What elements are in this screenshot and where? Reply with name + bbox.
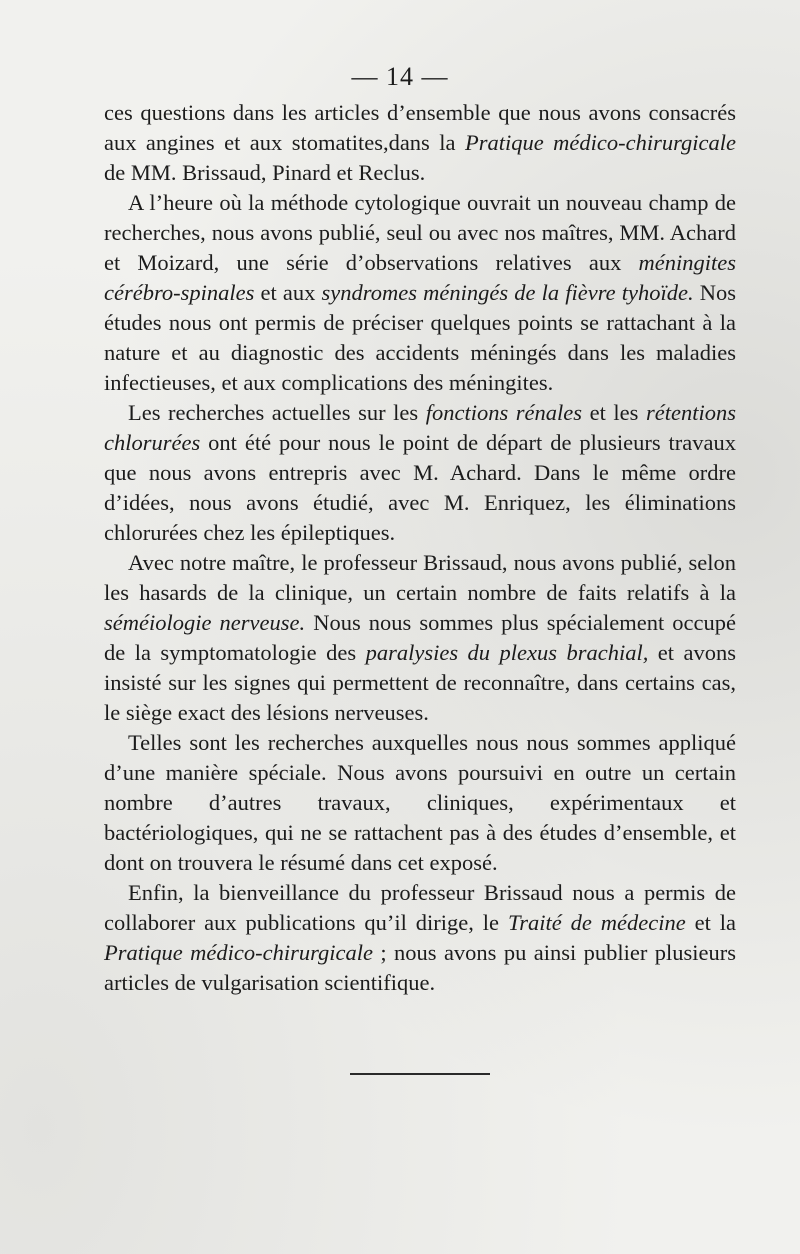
text-run: Enfin, la bienveillance du professeur Brissaud nous a permis de collaborer aux publications qu’il dirige, le xyxy=(104,880,736,935)
text-run: et avons insisté sur les signes qui permettent de reconnaître, dans certains cas, le siège exact des lésions nerveuses. xyxy=(104,640,736,725)
italic-text: méningites cérébro-spinales xyxy=(104,250,736,305)
paragraph xyxy=(104,188,736,398)
text-run: ces questions dans les articles d’ensemble que nous avons consacrés aux angines et aux stomatites,dans la xyxy=(104,100,736,155)
italic-text: syndromes méningés de la fièvre tyhoïde. xyxy=(321,280,694,305)
paragraph xyxy=(104,548,736,728)
text-run: ont été pour nous le point de départ de plusieurs travaux que nous avons entrepris avec M. Achard. Dans le même ordre d’idées, nous avons étudié, avec M. Enriquez, les éliminations chlorurées chez les épileptiques. xyxy=(104,430,736,545)
italic-text: fonctions rénales xyxy=(425,400,583,425)
end-rule xyxy=(350,1073,490,1075)
paragraph xyxy=(104,878,736,998)
text-run: et les xyxy=(582,400,646,425)
text-run: Avec notre maître, le professeur Brissaud, nous avons publié, selon les hasards de la clinique, un certain nombre de faits relatifs à la xyxy=(104,550,736,605)
text-run: ; nous avons pu ainsi publier plusieurs articles de vulgarisation scientifique. xyxy=(104,940,736,995)
italic-text: Pratique médico-chirurgicale xyxy=(104,940,373,965)
paragraph xyxy=(104,398,736,548)
paragraph xyxy=(104,728,736,878)
italic-text: Traité de médecine xyxy=(507,910,686,935)
paragraph xyxy=(104,98,736,188)
text-run: de MM. Brissaud, Pinard et Reclus. xyxy=(104,160,426,185)
text-run: A l’heure où la méthode cytologique ouvrait un nouveau champ de recherches, nous avons publié, seul ou avec nos maîtres, MM. Achard et Moizard, une série d’observations relatives aux xyxy=(104,190,736,275)
italic-text: paralysies du plexus brachial, xyxy=(365,640,649,665)
text-run: Nos études nous ont permis de préciser quelques points se rattachant à la nature et au diagnostic des accidents méningés dans les maladies infectieuses, et aux complications des méningites. xyxy=(104,280,737,395)
body-text xyxy=(104,98,736,998)
text-run: et aux xyxy=(254,280,322,305)
text-run: et la xyxy=(685,910,736,935)
italic-text: Pratique médico-chirurgicale xyxy=(464,130,736,155)
text-run: Nous nous sommes plus spécialement occupé de la symptomatologie des xyxy=(104,610,736,665)
page-number: — 14 — xyxy=(351,62,449,91)
italic-text: rétentions chlorurées xyxy=(104,400,736,455)
text-run: Telles sont les recherches auxquelles nous nous sommes appliqué d’une manière spéciale. Nous avons poursuivi en outre un certain nombre d’autres travaux, cliniques, expérimentaux et bactériologiques, qui ne se rattachent pas à des études d’ensemble, et dont on trouvera le résumé dans cet exposé. xyxy=(104,730,736,875)
text-run: Les recherches actuelles sur les xyxy=(128,400,426,425)
italic-text: séméiologie nerveuse. xyxy=(104,610,306,635)
